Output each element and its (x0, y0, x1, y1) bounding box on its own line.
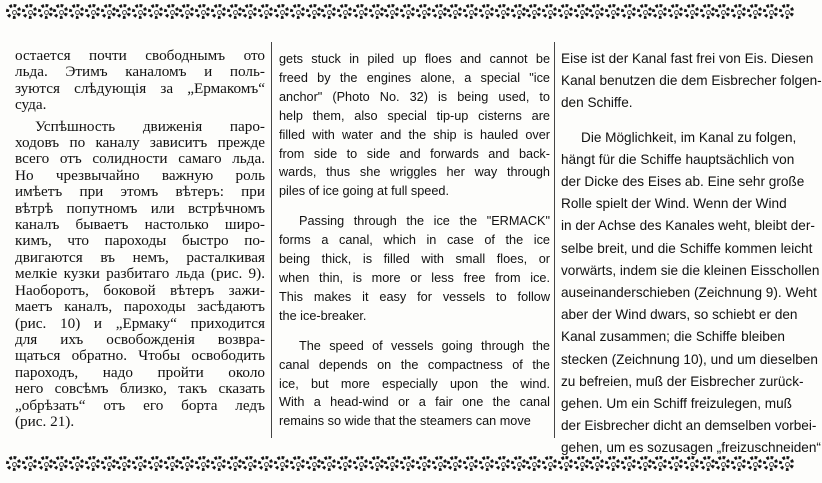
russian-paragraph-1 (15, 48, 265, 114)
ornament-ring-icon (164, 4, 179, 19)
text-line: Passing through the ice the "ERMACK" (299, 214, 550, 229)
ornament-ring-icon (558, 4, 573, 19)
text-line: Eise ist der Kanal fast frei von Eis. Diesen (561, 51, 814, 66)
ornament-ring-icon (495, 4, 510, 19)
ornament-ring-icon (542, 4, 557, 19)
ornament-ring-icon (148, 4, 163, 19)
text-line: stecken (Zeichnung 10), und um dieselben (561, 351, 818, 367)
text-line: каналъ бываетъ настолько широ- (15, 216, 265, 234)
text-line: gets stuck in piled up floes and cannot be (279, 52, 550, 66)
ornament-ring-icon (621, 4, 636, 19)
text-line: der Eisbrecher dicht an demselben vorbei- (561, 418, 817, 434)
ornament-ring-icon (258, 456, 273, 471)
text-line: canal depends on the compactness of the (279, 357, 550, 372)
ornament-ring-icon (53, 456, 68, 471)
ornament-ring-icon (511, 4, 526, 19)
text-line: ice, but more especially upon the wind. (279, 376, 550, 391)
ornament-ring-icon (242, 4, 257, 19)
text-line: freed by the engines alone, a special "ice (279, 70, 550, 85)
russian-column (15, 48, 265, 446)
ornament-ring-icon (542, 456, 557, 471)
ornament-ring-icon (416, 456, 431, 471)
ornament-ring-icon (369, 4, 384, 19)
text-line: remains so wide that the steamers can move (279, 414, 531, 429)
ornament-ring-icon (447, 4, 462, 19)
ornament-ring-icon (179, 456, 194, 471)
ornament-ring-icon (306, 456, 321, 471)
ornament-ring-icon (715, 4, 730, 19)
text-line: двигаются въ немъ, расталкивая (15, 248, 265, 266)
german-paragraph-2 (561, 127, 821, 460)
english-paragraph-2 (279, 212, 550, 325)
ornament-ring-icon (700, 4, 715, 19)
english-paragraph-3 (279, 337, 550, 432)
ornament-ring-icon (227, 4, 242, 19)
ornament-ring-icon (258, 4, 273, 19)
ornament-ring-icon (432, 4, 447, 19)
text-line: With a head-wind or a fair one the canal (279, 395, 550, 410)
text-line: This makes it easy for vessels to follow (279, 289, 550, 304)
german-column (561, 48, 822, 456)
ornament-ring-icon (69, 456, 84, 471)
german-paragraph-1 (561, 48, 822, 115)
text-line: from side to side and forwards and back- (279, 146, 550, 161)
ornament-ring-icon (290, 4, 305, 19)
text-line: in der Achse des Kanales weht, bleibt der- (561, 218, 815, 234)
ornament-ring-icon (274, 456, 289, 471)
ornament-ring-icon (195, 4, 210, 19)
ornament-ring-icon (763, 4, 778, 19)
text-line: всего отъ солидности самаго льда. (15, 150, 265, 168)
ornament-ring-icon (306, 4, 321, 19)
ornament-ring-icon (164, 456, 179, 471)
text-line: суда. (15, 96, 47, 114)
text-line: auseinanderschieben (Zeichnung 9). Weht (561, 285, 817, 301)
ornament-ring-icon (605, 4, 620, 19)
ornament-ring-icon (463, 4, 478, 19)
text-line: имѣетъ при этомъ вѣтеръ: при (15, 183, 265, 201)
ornament-ring-icon (290, 456, 305, 471)
russian-paragraph-2 (15, 119, 265, 431)
ornament-ring-icon (384, 4, 399, 19)
ornament-ring-icon (369, 456, 384, 471)
ornament-ring-icon (652, 4, 667, 19)
ornament-ring-icon (511, 456, 526, 471)
text-line: forms a canal, which in case of the ice (279, 233, 550, 248)
ornament-ring-icon (321, 456, 336, 471)
text-line: selbe breit, und die Schiffe kommen leicht (561, 240, 813, 256)
text-line: gehen, um es sozusagen „freizuschneiden“ (561, 440, 821, 456)
ornament-ring-icon (479, 456, 494, 471)
text-line: вѣтрѣ попутномъ или встрѣчномъ (15, 199, 265, 217)
column-divider-left (271, 42, 272, 438)
text-line: aber der Wind dwars, so schiebt er den (561, 307, 798, 323)
ornament-ring-icon (132, 4, 147, 19)
ornament-ring-icon (637, 4, 652, 19)
text-line: Наоборотъ, боковой вѣтеръ зажи- (15, 281, 265, 299)
text-line: Die Möglichkeit, im Kanal zu folgen, (581, 129, 797, 145)
ornament-ring-icon (116, 4, 131, 19)
ornament-ring-icon (211, 4, 226, 19)
text-line: den Schiffe. (561, 95, 633, 111)
text-line: vorwärts, indem sie die kleinen Eisschollen (561, 262, 820, 278)
text-line: для ихъ освобожденія возвра- (15, 330, 265, 348)
ornament-ring-icon (668, 4, 683, 19)
ornament-ring-icon (53, 4, 68, 19)
english-paragraph-1 (279, 50, 550, 201)
text-line: zu befreien, muß der Eisbrecher zurück- (561, 373, 804, 389)
ornament-ring-icon (6, 4, 21, 19)
text-line: щаться обратно. Чтобы освободить (15, 347, 265, 365)
ornament-ring-icon (353, 456, 368, 471)
text-line: Успѣшность движенія паро- (35, 117, 265, 135)
text-line: gehen. Um ein Schiff freizulegen, muß (561, 396, 792, 412)
text-line: „обрѣзать“ отъ его борта ледъ (15, 396, 265, 414)
ornament-ring-icon (479, 4, 494, 19)
ornament-ring-icon (526, 456, 541, 471)
ornament-ring-icon (101, 456, 116, 471)
text-line: (рис. 21). (15, 412, 75, 430)
ornament-ring-icon (6, 456, 21, 471)
ornament-ring-icon (463, 456, 478, 471)
ornament-ring-icon (684, 4, 699, 19)
text-line: der Dicke des Eises ab. Eine sehr große (561, 174, 805, 190)
text-line: Kanal zusammen; die Schiffe bleiben (561, 329, 785, 345)
text-line: (рис. 10) и „Ермаку“ приходится (15, 314, 265, 332)
ornament-ring-icon (416, 4, 431, 19)
text-line: anchor" (Photo No. 32) is being used, to (279, 89, 550, 104)
text-line: help them, also special tip-up cisterns are (279, 108, 550, 123)
ornament-ring-icon (211, 456, 226, 471)
ornament-ring-icon (432, 456, 447, 471)
text-line: маетъ каналъ, пароходы засѣдаютъ (15, 298, 265, 316)
text-line: Но чрезвычайно важную роль (15, 166, 265, 184)
ornament-ring-icon (779, 4, 794, 19)
text-line: piles of ice going at full speed. (279, 184, 449, 199)
ornament-ring-icon (274, 4, 289, 19)
ornament-ring-icon (574, 4, 589, 19)
text-line: ходовъ по каналу зависитъ прежде (15, 134, 265, 152)
text-line: зуются слѣдующія за „Ермакомъ“ (15, 79, 265, 97)
column-divider-right (554, 42, 555, 438)
text-line: the ice-breaker. (279, 308, 367, 323)
ornament-ring-icon (132, 456, 147, 471)
text-line: when thin, is more or less free from ice. (279, 270, 550, 285)
ornament-ring-icon (195, 456, 210, 471)
ornament-ring-icon (85, 456, 100, 471)
ornament-ring-icon (85, 4, 100, 19)
ornament-ring-icon (22, 4, 37, 19)
ornament-ring-icon (384, 456, 399, 471)
ornament-ring-icon (447, 456, 462, 471)
text-line: льда. Этимъ каналомъ и поль- (15, 63, 265, 81)
ornament-ring-icon (731, 4, 746, 19)
text-line: остается почти свободнымъ ото (15, 47, 265, 64)
ornament-ring-icon (495, 456, 510, 471)
ornament-ring-icon (747, 4, 762, 19)
ornament-ring-icon (148, 456, 163, 471)
text-line: wards, thus she wriggles her way through (279, 165, 550, 180)
text-line: The speed of vessels going through the (299, 338, 550, 353)
ornament-ring-icon (321, 4, 336, 19)
text-line: пароходъ, надо пройти около (15, 363, 265, 381)
ornament-ring-icon (400, 4, 415, 19)
text-line: кимъ, что пароходы быстро по- (15, 232, 265, 250)
ornament-ring-icon (179, 4, 194, 19)
english-column (279, 50, 550, 448)
ornament-ring-icon (337, 4, 352, 19)
ornament-ring-icon (69, 4, 84, 19)
text-line: filled with water and the ship is hauled over (279, 127, 550, 142)
ornament-ring-icon (38, 4, 53, 19)
text-line: Kanal benutzen die dem Eisbrecher folgen- (561, 73, 822, 89)
ornament-ring-icon (116, 456, 131, 471)
text-line: being thick, is filled with small floes, or (279, 252, 550, 267)
ornament-ring-icon (101, 4, 116, 19)
ornament-ring-icon (353, 4, 368, 19)
ornament-ring-icon (38, 456, 53, 471)
top-ornamental-border (6, 0, 794, 22)
ornament-ring-icon (589, 4, 604, 19)
ornament-ring-icon (400, 456, 415, 471)
text-line: него совсѣмъ близко, такъ сказать (15, 380, 265, 398)
text-line: мелкіе кузки разбитаго льда (рис. 9). (15, 265, 265, 283)
text-line: hängt für die Schiffe hauptsächlich von (561, 151, 795, 167)
ornament-ring-icon (22, 456, 37, 471)
ornament-ring-icon (227, 456, 242, 471)
ornament-ring-icon (337, 456, 352, 471)
text-line: Rolle spielt der Wind. Wenn der Wind (561, 196, 787, 212)
ornament-ring-icon (526, 4, 541, 19)
ornament-ring-icon (242, 456, 257, 471)
